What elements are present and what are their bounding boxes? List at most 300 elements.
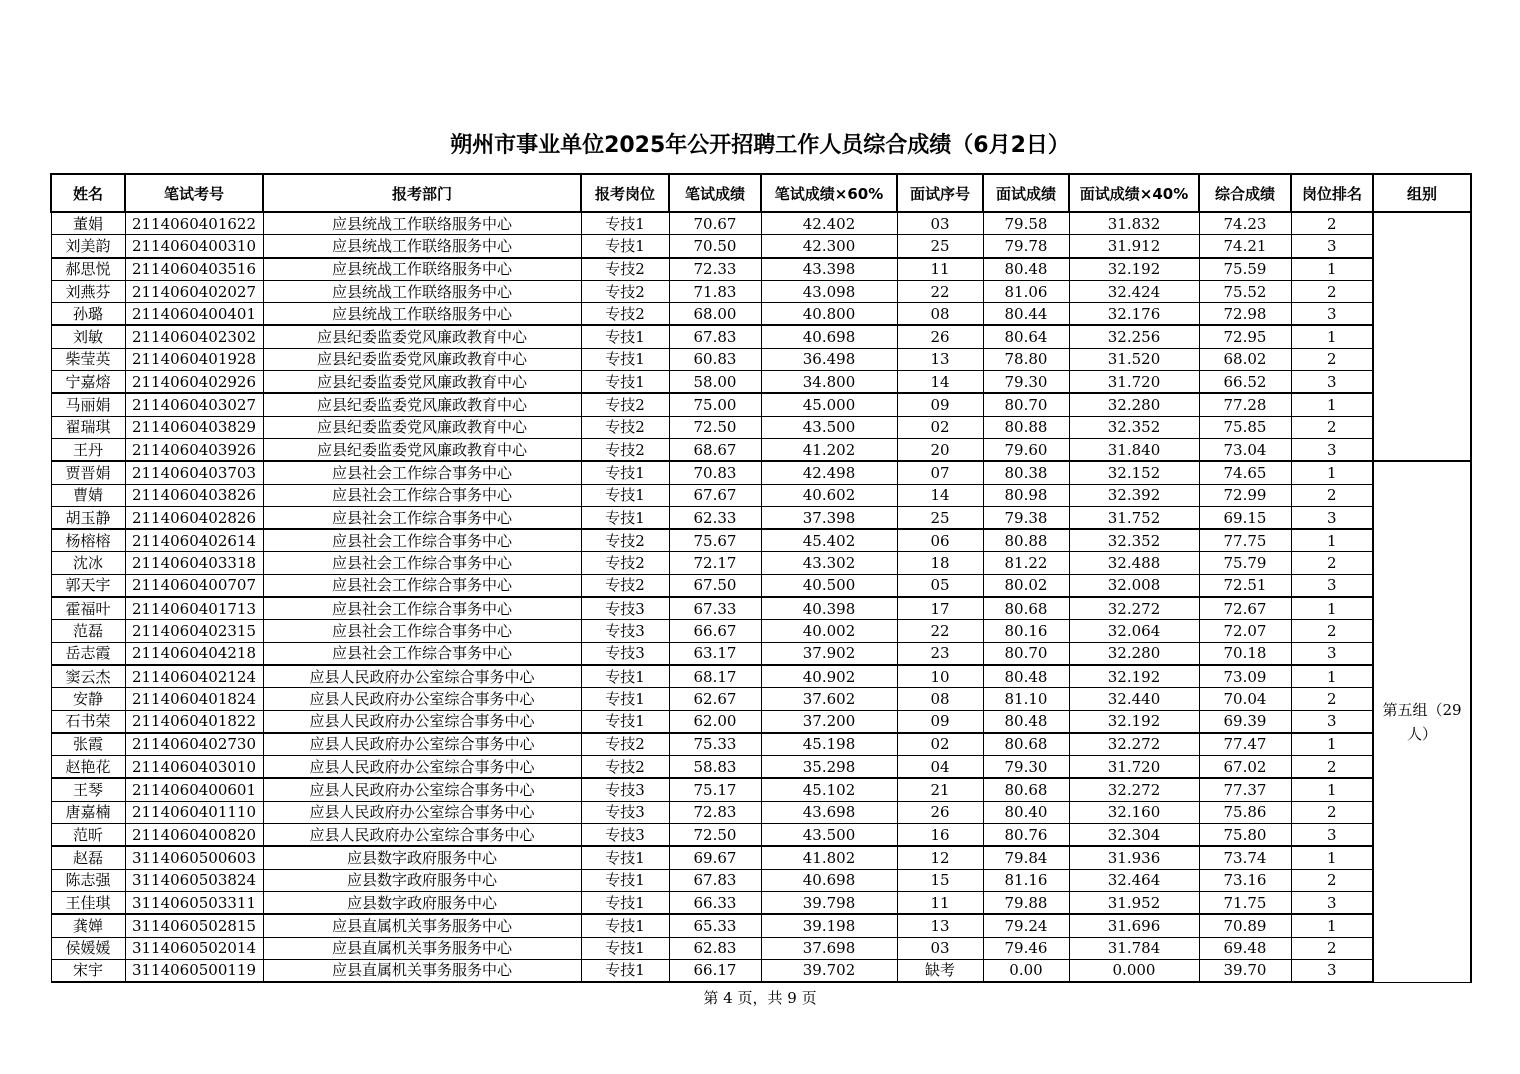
interview-score-cell: 80.88 (983, 416, 1069, 438)
name-cell: 赵艳花 (51, 756, 125, 779)
name-cell: 曹婧 (51, 484, 125, 506)
post-cell: 专技2 (581, 280, 669, 302)
department-cell: 应县统战工作联络服务中心 (263, 235, 581, 258)
department-cell: 应县纪委监委党风廉政教育中心 (263, 325, 581, 348)
rank-cell: 2 (1291, 280, 1373, 302)
interview-40-cell: 31.696 (1069, 914, 1199, 937)
written-score-cell: 67.67 (669, 484, 761, 506)
interview-no-cell: 05 (897, 574, 983, 597)
interview-score-cell: 79.24 (983, 914, 1069, 937)
interview-40-cell: 32.272 (1069, 778, 1199, 801)
name-cell: 刘燕芬 (51, 280, 125, 302)
name-cell: 王佳琪 (51, 891, 125, 914)
table-row (51, 846, 1471, 869)
post-cell: 专技3 (581, 778, 669, 801)
written-60-cell: 39.702 (761, 959, 897, 982)
written-60-cell: 37.698 (761, 937, 897, 959)
written-score-cell: 75.00 (669, 393, 761, 416)
interview-no-cell: 09 (897, 393, 983, 416)
interview-40-cell: 32.272 (1069, 733, 1199, 756)
interview-no-cell: 23 (897, 642, 983, 665)
rank-cell: 2 (1291, 620, 1373, 642)
interview-40-cell: 32.488 (1069, 552, 1199, 574)
interview-no-cell: 06 (897, 529, 983, 552)
post-cell: 专技3 (581, 801, 669, 823)
post-cell: 专技1 (581, 371, 669, 394)
table-row (51, 438, 1471, 461)
interview-no-cell: 缺考 (897, 959, 983, 982)
interview-no-cell: 20 (897, 438, 983, 461)
post-cell: 专技3 (581, 824, 669, 847)
interview-no-cell: 11 (897, 891, 983, 914)
total-score-cell: 77.37 (1199, 778, 1291, 801)
rank-cell: 3 (1291, 235, 1373, 258)
written-60-cell: 40.698 (761, 869, 897, 891)
post-cell: 专技1 (581, 348, 669, 370)
written-score-cell: 60.83 (669, 348, 761, 370)
department-cell: 应县统战工作联络服务中心 (263, 280, 581, 302)
total-score-cell: 74.65 (1199, 461, 1291, 484)
exam-id-cell: 2114060401622 (125, 212, 263, 235)
name-cell: 沈冰 (51, 552, 125, 574)
written-score-cell: 72.50 (669, 824, 761, 847)
col-header-written-score: 笔试成绩 (669, 174, 761, 212)
department-cell: 应县社会工作综合事务中心 (263, 529, 581, 552)
post-cell: 专技3 (581, 597, 669, 620)
interview-40-cell: 31.720 (1069, 756, 1199, 779)
interview-no-cell: 11 (897, 258, 983, 281)
name-cell: 柴莹英 (51, 348, 125, 370)
total-score-cell: 70.18 (1199, 642, 1291, 665)
exam-id-cell: 2114060402315 (125, 620, 263, 642)
written-score-cell: 58.83 (669, 756, 761, 779)
interview-40-cell: 31.720 (1069, 371, 1199, 394)
interview-score-cell: 80.16 (983, 620, 1069, 642)
exam-id-cell: 2114060404218 (125, 642, 263, 665)
exam-id-cell: 2114060400310 (125, 235, 263, 258)
interview-40-cell: 32.064 (1069, 620, 1199, 642)
written-score-cell: 70.67 (669, 212, 761, 235)
name-cell: 安静 (51, 688, 125, 710)
total-score-cell: 69.39 (1199, 710, 1291, 733)
written-score-cell: 65.33 (669, 914, 761, 937)
total-score-cell: 73.16 (1199, 869, 1291, 891)
post-cell: 专技2 (581, 303, 669, 326)
table-row (51, 393, 1471, 416)
written-score-cell: 67.83 (669, 869, 761, 891)
name-cell: 郝思悦 (51, 258, 125, 281)
post-cell: 专技1 (581, 665, 669, 688)
interview-no-cell: 02 (897, 416, 983, 438)
total-score-cell: 72.99 (1199, 484, 1291, 506)
interview-40-cell: 31.832 (1069, 212, 1199, 235)
rank-cell: 2 (1291, 552, 1373, 574)
name-cell: 董娟 (51, 212, 125, 235)
name-cell: 窦云杰 (51, 665, 125, 688)
written-60-cell: 40.002 (761, 620, 897, 642)
written-60-cell: 43.398 (761, 258, 897, 281)
written-score-cell: 62.33 (669, 506, 761, 529)
interview-score-cell: 80.68 (983, 597, 1069, 620)
name-cell: 孙璐 (51, 303, 125, 326)
col-header-rank: 岗位排名 (1291, 174, 1373, 212)
total-score-cell: 75.80 (1199, 824, 1291, 847)
department-cell: 应县社会工作综合事务中心 (263, 506, 581, 529)
post-cell: 专技1 (581, 914, 669, 937)
interview-score-cell: 80.64 (983, 325, 1069, 348)
post-cell: 专技2 (581, 416, 669, 438)
department-cell: 应县数字政府服务中心 (263, 891, 581, 914)
written-score-cell: 58.00 (669, 371, 761, 394)
post-cell: 专技2 (581, 552, 669, 574)
written-score-cell: 62.67 (669, 688, 761, 710)
rank-cell: 1 (1291, 846, 1373, 869)
department-cell: 应县社会工作综合事务中心 (263, 461, 581, 484)
col-header-written-60: 笔试成绩×60% (761, 174, 897, 212)
exam-id-cell: 2114060401110 (125, 801, 263, 823)
post-cell: 专技1 (581, 506, 669, 529)
score-table (50, 173, 1472, 983)
department-cell: 应县人民政府办公室综合事务中心 (263, 710, 581, 733)
name-cell: 霍福叶 (51, 597, 125, 620)
written-score-cell: 72.17 (669, 552, 761, 574)
department-cell: 应县纪委监委党风廉政教育中心 (263, 393, 581, 416)
table-row (51, 869, 1471, 891)
written-score-cell: 63.17 (669, 642, 761, 665)
exam-id-cell: 2114060403926 (125, 438, 263, 461)
interview-no-cell: 22 (897, 620, 983, 642)
name-cell: 王琴 (51, 778, 125, 801)
rank-cell: 1 (1291, 461, 1373, 484)
table-row (51, 801, 1471, 823)
post-cell: 专技2 (581, 733, 669, 756)
total-score-cell: 77.47 (1199, 733, 1291, 756)
written-60-cell: 40.602 (761, 484, 897, 506)
written-60-cell: 45.102 (761, 778, 897, 801)
department-cell: 应县人民政府办公室综合事务中心 (263, 688, 581, 710)
exam-id-cell: 2114060401824 (125, 688, 263, 710)
total-score-cell: 70.89 (1199, 914, 1291, 937)
written-60-cell: 41.802 (761, 846, 897, 869)
table-row (51, 914, 1471, 937)
name-cell: 龚婵 (51, 914, 125, 937)
table-row (51, 824, 1471, 847)
interview-score-cell: 80.76 (983, 824, 1069, 847)
interview-no-cell: 25 (897, 235, 983, 258)
interview-no-cell: 16 (897, 824, 983, 847)
interview-score-cell: 79.38 (983, 506, 1069, 529)
written-score-cell: 75.33 (669, 733, 761, 756)
rank-cell: 3 (1291, 438, 1373, 461)
name-cell: 唐嘉楠 (51, 801, 125, 823)
total-score-cell: 72.98 (1199, 303, 1291, 326)
total-score-cell: 72.95 (1199, 325, 1291, 348)
col-header-total-score: 综合成绩 (1199, 174, 1291, 212)
interview-40-cell: 0.000 (1069, 959, 1199, 982)
rank-cell: 3 (1291, 891, 1373, 914)
col-header-exam-id: 笔试考号 (125, 174, 263, 212)
total-score-cell: 67.02 (1199, 756, 1291, 779)
exam-id-cell: 2114060403829 (125, 416, 263, 438)
table-row (51, 348, 1471, 370)
written-60-cell: 37.602 (761, 688, 897, 710)
written-score-cell: 68.17 (669, 665, 761, 688)
written-60-cell: 45.000 (761, 393, 897, 416)
interview-40-cell: 32.304 (1069, 824, 1199, 847)
rank-cell: 2 (1291, 484, 1373, 506)
name-cell: 侯媛媛 (51, 937, 125, 959)
exam-id-cell: 2114060402926 (125, 371, 263, 394)
col-header-department: 报考部门 (263, 174, 581, 212)
group-cell (1373, 212, 1471, 461)
interview-40-cell: 32.392 (1069, 484, 1199, 506)
written-60-cell: 45.402 (761, 529, 897, 552)
name-cell: 胡玉静 (51, 506, 125, 529)
department-cell: 应县社会工作综合事务中心 (263, 552, 581, 574)
interview-score-cell: 80.48 (983, 665, 1069, 688)
total-score-cell: 75.52 (1199, 280, 1291, 302)
table-row (51, 303, 1471, 326)
department-cell: 应县数字政府服务中心 (263, 869, 581, 891)
interview-no-cell: 17 (897, 597, 983, 620)
table-body (51, 212, 1471, 982)
total-score-cell: 72.51 (1199, 574, 1291, 597)
exam-id-cell: 2114060402614 (125, 529, 263, 552)
written-60-cell: 43.500 (761, 416, 897, 438)
table-row (51, 959, 1471, 982)
interview-40-cell: 32.280 (1069, 642, 1199, 665)
department-cell: 应县统战工作联络服务中心 (263, 258, 581, 281)
department-cell: 应县纪委监委党风廉政教育中心 (263, 438, 581, 461)
written-60-cell: 43.500 (761, 824, 897, 847)
col-header-interview-no: 面试序号 (897, 174, 983, 212)
total-score-cell: 39.70 (1199, 959, 1291, 982)
interview-no-cell: 22 (897, 280, 983, 302)
name-cell: 刘美韵 (51, 235, 125, 258)
name-cell: 贾晋娟 (51, 461, 125, 484)
department-cell: 应县社会工作综合事务中心 (263, 642, 581, 665)
exam-id-cell: 3114060502014 (125, 937, 263, 959)
exam-id-cell: 2114060402826 (125, 506, 263, 529)
exam-id-cell: 2114060400820 (125, 824, 263, 847)
interview-no-cell: 03 (897, 212, 983, 235)
interview-no-cell: 26 (897, 325, 983, 348)
interview-score-cell: 80.48 (983, 710, 1069, 733)
exam-id-cell: 2114060402124 (125, 665, 263, 688)
written-score-cell: 72.83 (669, 801, 761, 823)
interview-no-cell: 02 (897, 733, 983, 756)
written-60-cell: 40.698 (761, 325, 897, 348)
post-cell: 专技2 (581, 574, 669, 597)
rank-cell: 2 (1291, 212, 1373, 235)
name-cell: 陈志强 (51, 869, 125, 891)
interview-score-cell: 79.60 (983, 438, 1069, 461)
interview-40-cell: 32.192 (1069, 710, 1199, 733)
rank-cell: 1 (1291, 597, 1373, 620)
post-cell: 专技2 (581, 438, 669, 461)
interview-40-cell: 32.272 (1069, 597, 1199, 620)
exam-id-cell: 3114060503824 (125, 869, 263, 891)
exam-id-cell: 2114060402027 (125, 280, 263, 302)
interview-40-cell: 32.192 (1069, 665, 1199, 688)
department-cell: 应县人民政府办公室综合事务中心 (263, 824, 581, 847)
table-row (51, 891, 1471, 914)
interview-score-cell: 80.02 (983, 574, 1069, 597)
exam-id-cell: 3114060500603 (125, 846, 263, 869)
department-cell: 应县人民政府办公室综合事务中心 (263, 756, 581, 779)
total-score-cell: 75.79 (1199, 552, 1291, 574)
interview-no-cell: 07 (897, 461, 983, 484)
exam-id-cell: 3114060503311 (125, 891, 263, 914)
written-60-cell: 37.398 (761, 506, 897, 529)
interview-score-cell: 80.88 (983, 529, 1069, 552)
interview-40-cell: 32.152 (1069, 461, 1199, 484)
written-score-cell: 66.33 (669, 891, 761, 914)
exam-id-cell: 2114060401928 (125, 348, 263, 370)
interview-40-cell: 32.464 (1069, 869, 1199, 891)
interview-no-cell: 12 (897, 846, 983, 869)
total-score-cell: 72.07 (1199, 620, 1291, 642)
rank-cell: 2 (1291, 801, 1373, 823)
rank-cell: 1 (1291, 258, 1373, 281)
interview-score-cell: 81.16 (983, 869, 1069, 891)
post-cell: 专技2 (581, 393, 669, 416)
interview-score-cell: 80.68 (983, 733, 1069, 756)
exam-id-cell: 2114060401713 (125, 597, 263, 620)
interview-40-cell: 31.912 (1069, 235, 1199, 258)
department-cell: 应县数字政府服务中心 (263, 846, 581, 869)
interview-no-cell: 09 (897, 710, 983, 733)
written-score-cell: 75.67 (669, 529, 761, 552)
table-row (51, 733, 1471, 756)
name-cell: 翟瑞琪 (51, 416, 125, 438)
rank-cell: 3 (1291, 303, 1373, 326)
written-60-cell: 45.198 (761, 733, 897, 756)
rank-cell: 2 (1291, 688, 1373, 710)
interview-score-cell: 81.22 (983, 552, 1069, 574)
interview-score-cell: 80.70 (983, 393, 1069, 416)
group-cell: 第五组（29人） (1373, 461, 1471, 982)
interview-no-cell: 14 (897, 484, 983, 506)
interview-40-cell: 32.352 (1069, 529, 1199, 552)
exam-id-cell: 2114060403826 (125, 484, 263, 506)
rank-cell: 1 (1291, 778, 1373, 801)
interview-40-cell: 32.256 (1069, 325, 1199, 348)
name-cell: 赵磊 (51, 846, 125, 869)
name-cell: 郭天宇 (51, 574, 125, 597)
interview-score-cell: 79.88 (983, 891, 1069, 914)
name-cell: 张霞 (51, 733, 125, 756)
written-score-cell: 66.17 (669, 959, 761, 982)
department-cell: 应县人民政府办公室综合事务中心 (263, 801, 581, 823)
department-cell: 应县直属机关事务服务中心 (263, 914, 581, 937)
name-cell: 范磊 (51, 620, 125, 642)
rank-cell: 1 (1291, 665, 1373, 688)
interview-score-cell: 80.98 (983, 484, 1069, 506)
total-score-cell: 66.52 (1199, 371, 1291, 394)
table-row (51, 937, 1471, 959)
written-score-cell: 68.67 (669, 438, 761, 461)
total-score-cell: 72.67 (1199, 597, 1291, 620)
exam-id-cell: 2114060400707 (125, 574, 263, 597)
table-row (51, 325, 1471, 348)
post-cell: 专技1 (581, 937, 669, 959)
table-row (51, 280, 1471, 302)
col-header-interview-40: 面试成绩×40% (1069, 174, 1199, 212)
interview-score-cell: 80.68 (983, 778, 1069, 801)
interview-no-cell: 13 (897, 348, 983, 370)
written-score-cell: 62.00 (669, 710, 761, 733)
interview-no-cell: 15 (897, 869, 983, 891)
written-60-cell: 34.800 (761, 371, 897, 394)
name-cell: 石书荣 (51, 710, 125, 733)
department-cell: 应县纪委监委党风廉政教育中心 (263, 348, 581, 370)
department-cell: 应县统战工作联络服务中心 (263, 303, 581, 326)
interview-40-cell: 32.440 (1069, 688, 1199, 710)
written-60-cell: 42.402 (761, 212, 897, 235)
interview-no-cell: 08 (897, 303, 983, 326)
table-row (51, 688, 1471, 710)
exam-id-cell: 2114060402730 (125, 733, 263, 756)
rank-cell: 3 (1291, 574, 1373, 597)
table-row (51, 665, 1471, 688)
written-score-cell: 66.67 (669, 620, 761, 642)
total-score-cell: 75.85 (1199, 416, 1291, 438)
post-cell: 专技3 (581, 620, 669, 642)
name-cell: 宁嘉熔 (51, 371, 125, 394)
table-row (51, 552, 1471, 574)
name-cell: 杨榕榕 (51, 529, 125, 552)
post-cell: 专技1 (581, 325, 669, 348)
table-row (51, 642, 1471, 665)
rank-cell: 2 (1291, 869, 1373, 891)
table-row (51, 461, 1471, 484)
written-60-cell: 43.698 (761, 801, 897, 823)
interview-no-cell: 03 (897, 937, 983, 959)
col-header-group: 组别 (1373, 174, 1471, 212)
interview-40-cell: 32.352 (1069, 416, 1199, 438)
interview-40-cell: 32.280 (1069, 393, 1199, 416)
rank-cell: 2 (1291, 416, 1373, 438)
written-60-cell: 37.902 (761, 642, 897, 665)
rank-cell: 3 (1291, 710, 1373, 733)
interview-score-cell: 79.84 (983, 846, 1069, 869)
interview-score-cell: 80.40 (983, 801, 1069, 823)
interview-no-cell: 25 (897, 506, 983, 529)
interview-no-cell: 14 (897, 371, 983, 394)
post-cell: 专技1 (581, 869, 669, 891)
total-score-cell: 68.02 (1199, 348, 1291, 370)
written-score-cell: 62.83 (669, 937, 761, 959)
header-row (51, 174, 1471, 212)
written-score-cell: 75.17 (669, 778, 761, 801)
interview-no-cell: 10 (897, 665, 983, 688)
interview-score-cell: 80.48 (983, 258, 1069, 281)
post-cell: 专技1 (581, 235, 669, 258)
interview-40-cell: 32.424 (1069, 280, 1199, 302)
rank-cell: 1 (1291, 733, 1373, 756)
department-cell: 应县人民政府办公室综合事务中心 (263, 733, 581, 756)
total-score-cell: 73.74 (1199, 846, 1291, 869)
col-header-post: 报考岗位 (581, 174, 669, 212)
name-cell: 宋宇 (51, 959, 125, 982)
interview-40-cell: 31.520 (1069, 348, 1199, 370)
rank-cell: 3 (1291, 959, 1373, 982)
interview-40-cell: 32.176 (1069, 303, 1199, 326)
page-title: 朔州市事业单位2025年公开招聘工作人员综合成绩（6月2日） (450, 133, 1070, 158)
total-score-cell: 75.59 (1199, 258, 1291, 281)
rank-cell: 3 (1291, 824, 1373, 847)
